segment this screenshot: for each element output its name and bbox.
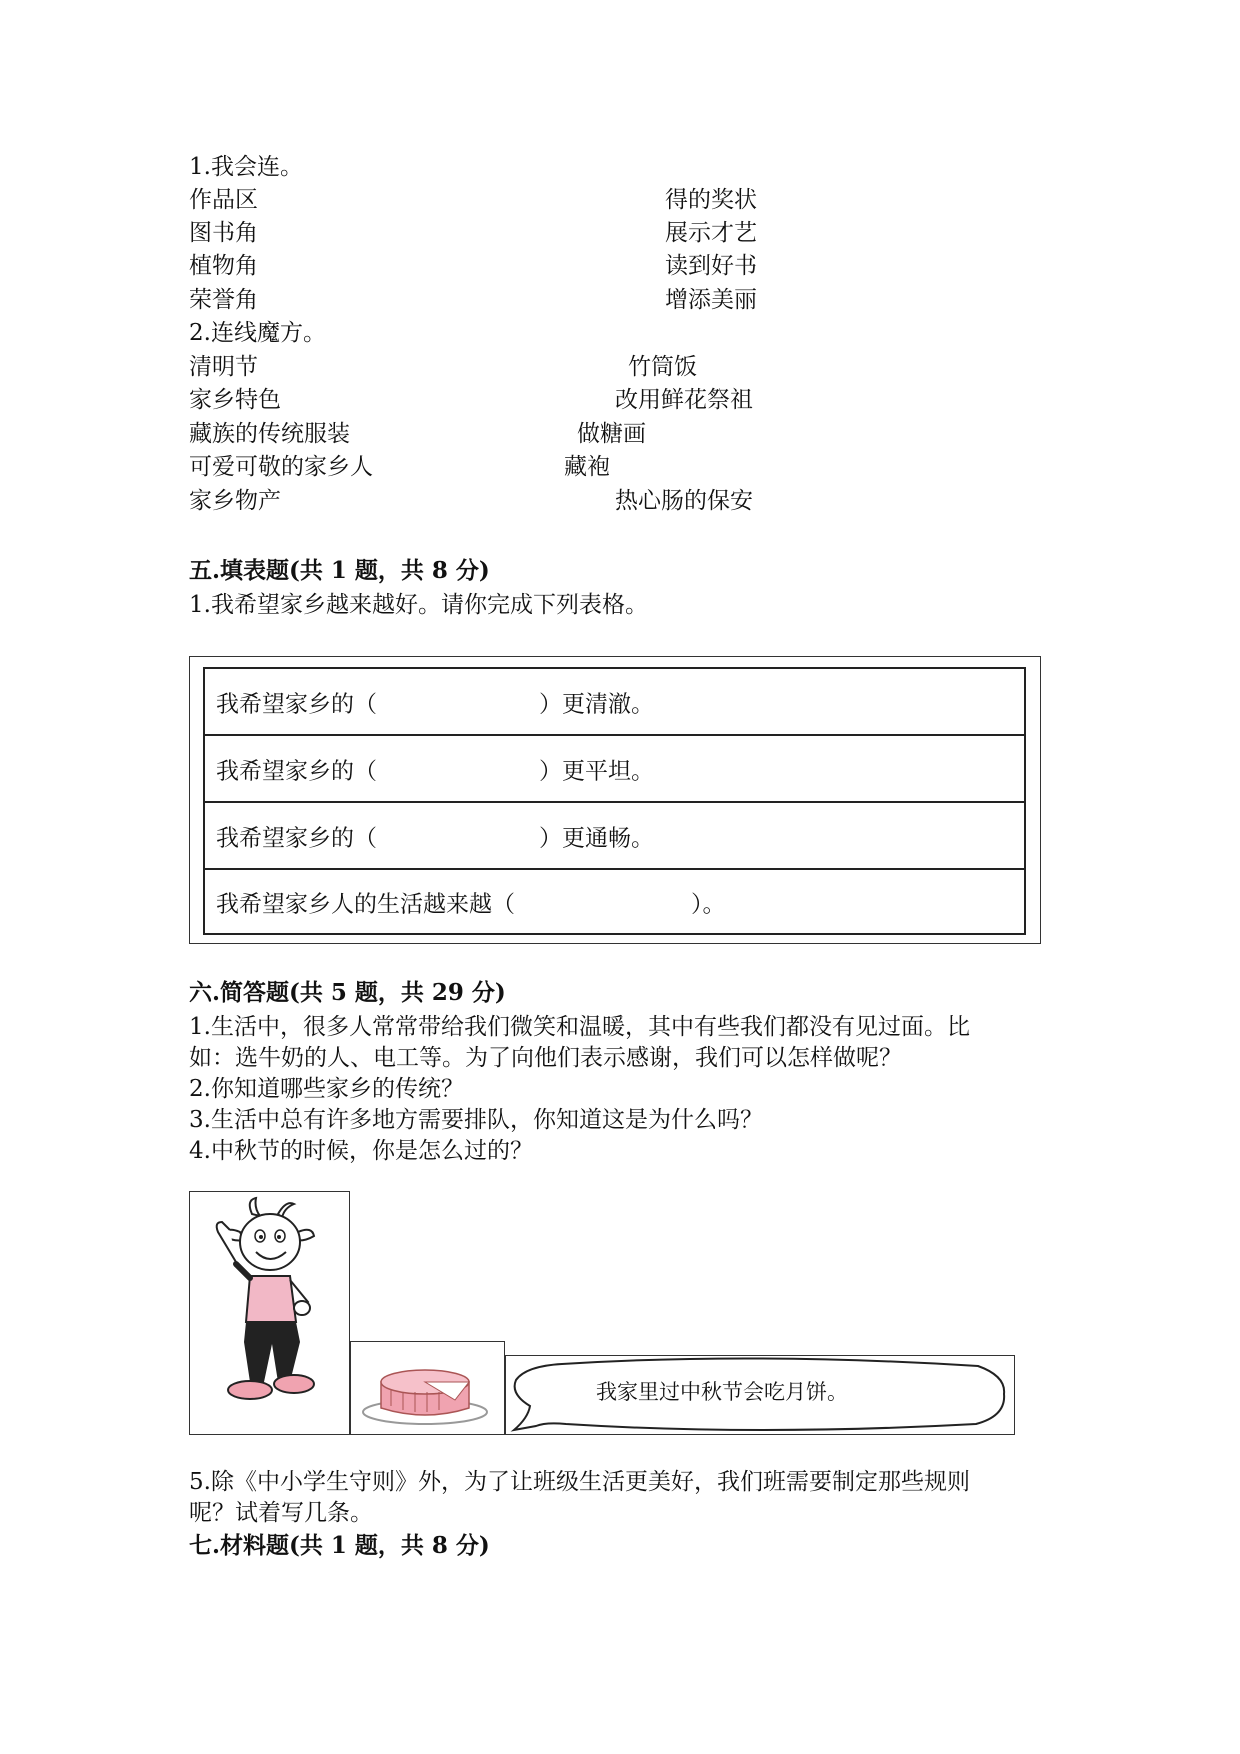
fill-row-suffix: ）。	[691, 891, 726, 917]
fill-row-prefix: 我希望家乡的（	[216, 758, 377, 784]
match1-right-item: 得的奖状	[665, 187, 757, 213]
mooncake-illustration	[350, 1341, 505, 1435]
match1-left-item: 作品区	[189, 187, 258, 213]
section-6-q1-line1: 1.生活中，很多人常常带给我们微笑和温暖，其中有些我们都没有见过面。比	[189, 1014, 970, 1040]
match1-right-item: 展示才艺	[665, 220, 757, 246]
match1-left-item: 图书角	[189, 220, 258, 246]
match2-left-item: 家乡物产	[189, 488, 281, 514]
fill-table-row	[205, 870, 1024, 933]
fill-table-row	[205, 803, 1024, 870]
match2-right-item: 改用鲜花祭祖	[615, 387, 753, 413]
match2-right-item: 做糖画	[577, 421, 646, 447]
question-1-title: 1.我会连。	[189, 154, 303, 180]
section-6-heading: 六.简答题(共 5 题，共 29 分)	[189, 979, 506, 1006]
fill-row-prefix: 我希望家乡人的生活越来越（	[216, 891, 515, 917]
goat-icon	[190, 1192, 349, 1434]
section-6-q2: 2.你知道哪些家乡的传统？	[189, 1076, 464, 1102]
section-7-heading: 七.材料题(共 1 题，共 8 分)	[189, 1532, 490, 1559]
section-5-question: 1.我希望家乡越来越好。请你完成下列表格。	[189, 592, 648, 618]
fill-table-row	[205, 736, 1024, 803]
speech-bubble-text: 我家里过中秋节会吃月饼。	[596, 1380, 848, 1404]
match2-left-item: 清明节	[189, 354, 258, 380]
speech-bubble-panel	[505, 1355, 1015, 1435]
section-5-heading: 五.填表题(共 1 题，共 8 分)	[189, 557, 490, 584]
fill-row-prefix: 我希望家乡的（	[216, 691, 377, 717]
match2-right-item: 藏袍	[564, 454, 610, 480]
match2-left-item: 藏族的传统服装	[189, 421, 350, 447]
match2-left-item: 可爱可敬的家乡人	[189, 454, 373, 480]
section-6-q4: 4.中秋节的时候，你是怎么过的？	[189, 1138, 533, 1164]
match2-left-item: 家乡特色	[189, 387, 281, 413]
match2-right-item: 竹筒饭	[628, 354, 697, 380]
section-6-q1-line2: 如：选牛奶的人、电工等。为了向他们表示感谢，我们可以怎样做呢？	[189, 1045, 902, 1071]
mooncake-icon	[351, 1342, 504, 1434]
question-2-title: 2.连线魔方。	[189, 320, 326, 346]
match1-left-item: 荣誉角	[189, 287, 258, 313]
section-6-q5-line1: 5.除《中小学生守则》外，为了让班级生活更美好，我们班需要制定那些规则	[189, 1469, 970, 1495]
fill-table	[189, 656, 1041, 944]
fill-row-prefix: 我希望家乡的（	[216, 825, 377, 851]
fill-row-suffix: ）更平坦。	[539, 758, 654, 784]
section-6-q3: 3.生活中总有许多地方需要排队，你知道这是为什么吗？	[189, 1107, 763, 1133]
section-6-q5-line2: 呢？试着写几条。	[189, 1500, 373, 1526]
fill-table-grid	[203, 667, 1026, 935]
fill-row-suffix: ）更清澈。	[539, 691, 654, 717]
goat-character-illustration	[189, 1191, 350, 1435]
match1-left-item: 植物角	[189, 253, 258, 279]
match1-right-item: 增添美丽	[665, 287, 757, 313]
fill-table-row	[205, 669, 1024, 736]
match2-right-item: 热心肠的保安	[615, 488, 753, 514]
fill-row-suffix: ）更通畅。	[539, 825, 654, 851]
match1-right-item: 读到好书	[665, 253, 757, 279]
